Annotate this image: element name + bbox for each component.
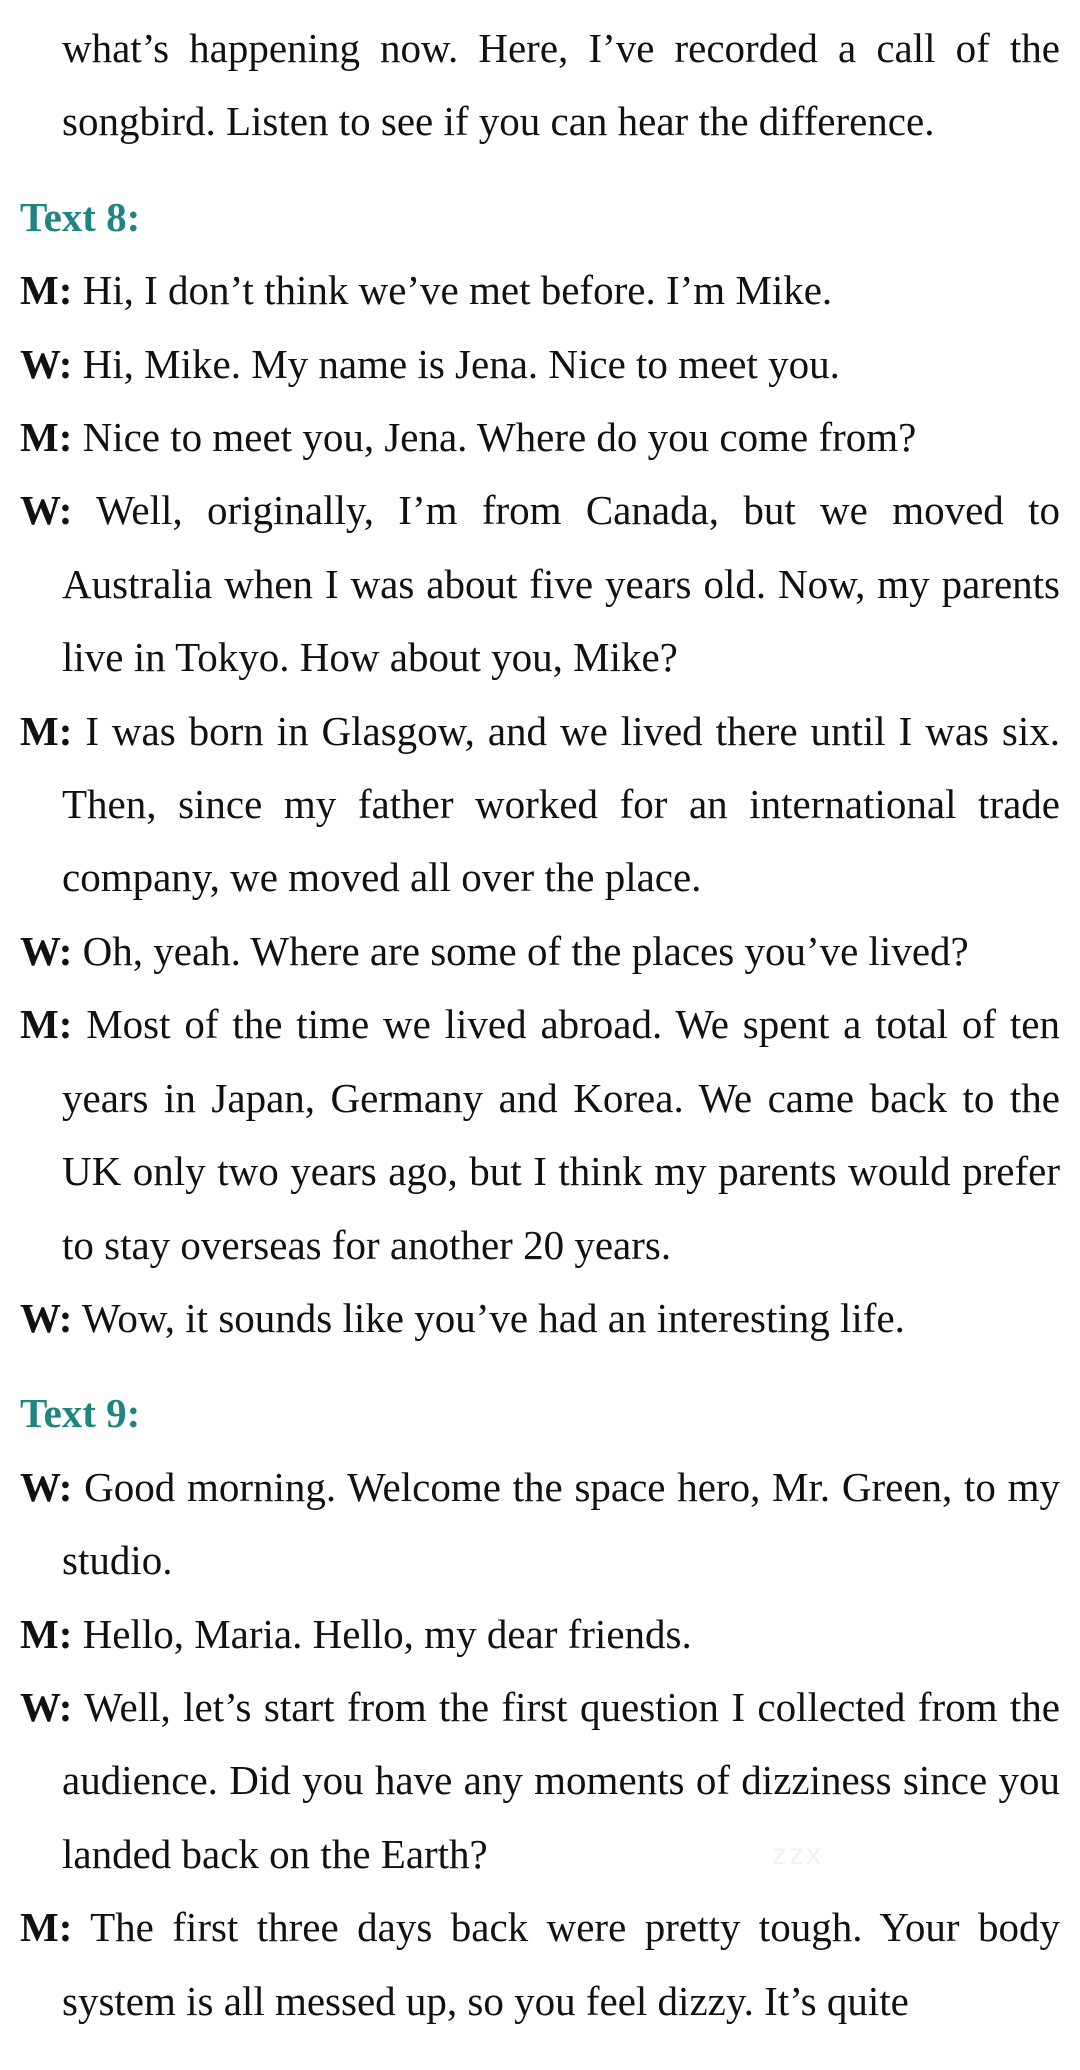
dialogue-text: Most of the time we lived abroad. We spent a total of ten years in Japan, Germany and Korea. We came back to the UK only two years ago, but I think my parents would prefer to stay overseas for another 20 years.: [62, 1001, 1060, 1268]
intro-paragraph: what’s happening now. Here, I’ve recorded a call of the songbird. Listen to see if you can hear the difference.: [62, 25, 1060, 145]
speaker-label: M:: [20, 1610, 73, 1657]
dialogue-line: [20, 1598, 1060, 1671]
section-title-text-8: Text 8:: [20, 193, 141, 240]
dialogue-line: [20, 474, 1060, 694]
dialogue-line: [20, 988, 1060, 1282]
dialogue-line: [20, 695, 1060, 915]
watermark: zzx: [772, 1838, 823, 1871]
dialogue-text: Hello, Maria. Hello, my dear friends.: [82, 1610, 692, 1657]
dialogue-text-8: [20, 254, 1060, 1355]
dialogue-line: [20, 1671, 1060, 1891]
dialogue-text: Oh, yeah. Where are some of the places you’ve lived?: [82, 927, 969, 974]
dialogue-line: [20, 254, 1060, 327]
speaker-label: W:: [20, 340, 73, 387]
speaker-label: W:: [20, 487, 73, 534]
dialogue-text: Hi, Mike. My name is Jena. Nice to meet you.: [82, 340, 840, 387]
dialogue-line: [20, 1891, 1060, 2038]
speaker-label: W:: [20, 1294, 73, 1341]
dialogue-text: I was born in Glasgow, and we lived there until I was six. Then, since my father worked for an international trade company, we moved all over the place.: [62, 707, 1061, 901]
dialogue-text: The first three days back were pretty tough. Your body system is all messed up, so you feel dizzy. It’s quite: [62, 1904, 1060, 2024]
section-title-text-9: Text 9:: [20, 1390, 141, 1437]
speaker-label: W:: [20, 1463, 73, 1510]
speaker-label: M:: [20, 414, 73, 461]
speaker-label: W:: [20, 927, 73, 974]
speaker-label: M:: [20, 267, 73, 314]
speaker-label: W:: [20, 1683, 73, 1730]
dialogue-text: Well, originally, I’m from Canada, but we moved to Australia when I was about five years old. Now, my parents live in Tokyo. How about you, Mike?: [62, 487, 1060, 681]
speaker-label: M:: [20, 707, 73, 754]
dialogue-text: Nice to meet you, Jena. Where do you come from?: [82, 414, 917, 461]
dialogue-text: Wow, it sounds like you’ve had an interesting life.: [81, 1294, 905, 1341]
dialogue-line: [20, 401, 1060, 474]
dialogue-text: Well, let’s start from the first question I collected from the audience. Did you have any moments of dizziness since you landed back on the Earth?: [62, 1683, 1061, 1877]
dialogue-text: Good morning. Welcome the space hero, Mr. Green, to my studio.: [62, 1463, 1061, 1584]
speaker-label: M:: [20, 1904, 73, 1951]
dialogue-text-9: [20, 1451, 1060, 2038]
dialogue-text: Hi, I don’t think we’ve met before. I’m Mike.: [82, 267, 833, 314]
speaker-label: M:: [20, 1001, 73, 1048]
dialogue-line: [20, 1451, 1060, 1598]
dialogue-line: [20, 1282, 1060, 1355]
dialogue-line: [20, 915, 1060, 988]
dialogue-line: [20, 328, 1060, 401]
